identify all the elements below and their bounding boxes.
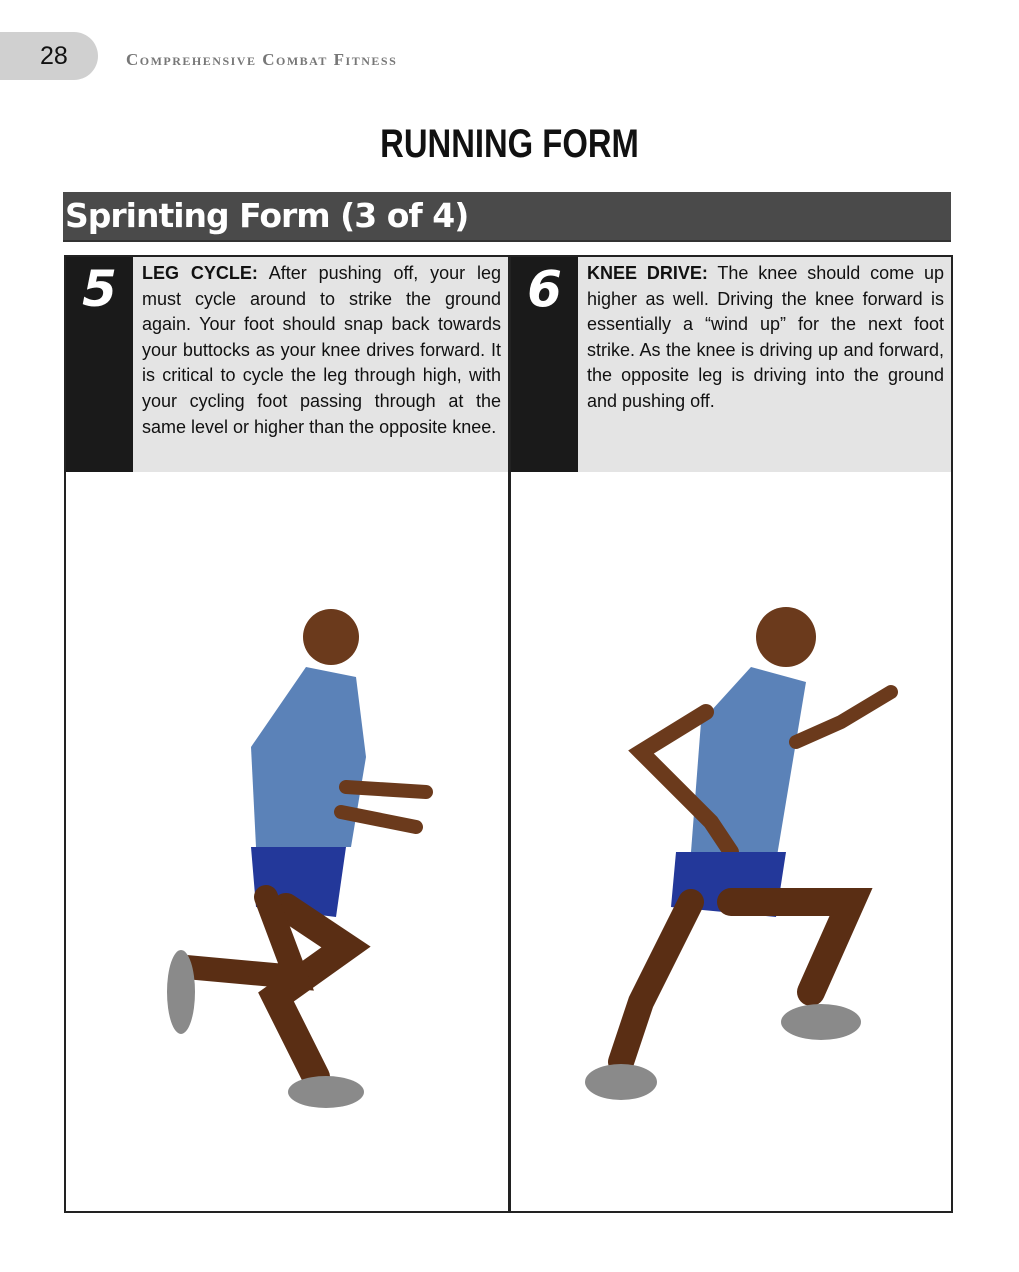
step-text: After pushing off, your leg must cycle around to strike the ground again. Your foot should snap back towards your buttocks as your knee drives forward. It is critical to cycle the leg through high, with your cycling foot passing through at the same level or higher than the opposite knee. <box>142 263 501 437</box>
step-description <box>578 257 951 472</box>
runner-illustration-leg-cycle <box>156 607 436 1127</box>
step-number: 6 <box>511 257 578 472</box>
step-heading: KNEE DRIVE: <box>587 263 708 283</box>
section-banner <box>63 192 951 242</box>
section-title: Sprinting Form (3 of 4) <box>65 196 469 235</box>
page-title: RUNNING FORM <box>380 122 639 166</box>
step-description <box>133 257 508 472</box>
runner-illustration-knee-drive <box>581 602 911 1122</box>
step-panel-5 <box>64 255 510 1213</box>
step-heading: LEG CYCLE: <box>142 263 258 283</box>
step-panel-6 <box>509 255 953 1213</box>
page-number: 28 <box>40 42 68 70</box>
step-number: 5 <box>66 257 133 472</box>
step-text: The knee should come up higher as well. Driving the knee forward is essentially a “wind up” for the next foot strike. As the knee is driving up and forward, the opposite leg is driving into the ground and pushing off. <box>587 263 944 411</box>
running-header: Comprehensive Combat Fitness <box>126 50 398 69</box>
